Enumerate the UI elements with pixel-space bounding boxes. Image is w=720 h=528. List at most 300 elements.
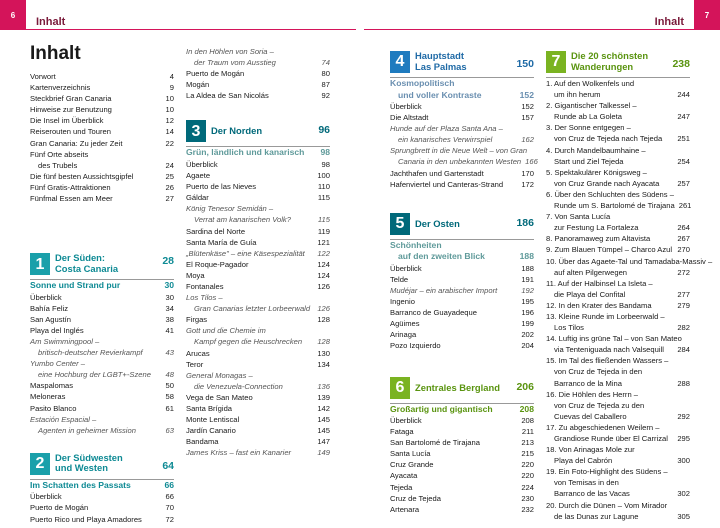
- chapter-3-heading: 3 Der Norden 96: [186, 120, 330, 142]
- chapter-3-subtitle: Grün, ländlich und kanarisch 98: [186, 147, 330, 158]
- toc-entry-page: 115: [317, 193, 330, 203]
- toc-entry-title: La Aldea de San Nicolás: [186, 91, 269, 101]
- toc-entry: [30, 380, 174, 391]
- toc-entry-page: 128: [317, 337, 330, 347]
- toc-entry-title: Arinaga: [390, 330, 417, 340]
- toc-entry-title: Gáldar: [186, 193, 209, 203]
- toc-entry-title: Fünf Orte abseits: [30, 149, 89, 159]
- toc-entry: [186, 325, 330, 336]
- toc-entry-page: 24: [165, 160, 174, 170]
- toc-entry: [546, 122, 690, 133]
- toc-entry-page: 136: [317, 381, 330, 391]
- toc-entry: [186, 237, 330, 248]
- toc-entry: [186, 181, 330, 192]
- toc-entry-title: Artenara: [390, 504, 420, 514]
- toc-entry-page: 157: [521, 113, 534, 123]
- toc-entry-page: 195: [521, 297, 534, 307]
- right-column-2: [546, 46, 713, 522]
- toc-entry: [30, 93, 174, 104]
- toc-entry-title: Am Swimmingpool –: [30, 337, 100, 346]
- toc-entry-title: Überblick: [30, 492, 62, 502]
- toc-entry-page: 122: [317, 248, 330, 258]
- toc-entry-page: 22: [165, 138, 174, 148]
- toc-entry: [186, 381, 330, 392]
- toc-entry: [546, 378, 690, 389]
- toc-entry-title: 5. Spektakulärer Königsweg –: [546, 167, 647, 177]
- toc-entry-title: Überblick: [30, 292, 62, 302]
- toc-entry-title: Überblick: [186, 159, 218, 169]
- chapter-page: 96: [318, 124, 330, 137]
- toc-entry-title: 17. Zu abgeschiedenen Weilern –: [546, 422, 660, 432]
- toc-entry-title: von Cruz de Tejeda nach Tejeda: [554, 134, 663, 144]
- toc-entry: [186, 170, 330, 181]
- toc-entry-title: Cruz Grande: [390, 460, 434, 470]
- toc-entry-page: 199: [521, 319, 534, 329]
- toc-entry-title: Vega de San Mateo: [186, 392, 253, 402]
- toc-entry-page: 124: [317, 259, 330, 269]
- toc-entry-page: 267: [677, 234, 690, 244]
- toc-entry-page: 152: [521, 102, 534, 111]
- toc-entry-title: Die Altstadt: [390, 113, 429, 123]
- toc-entry: [186, 447, 330, 458]
- toc-entry: [546, 267, 690, 278]
- toc-entry-title: Start und Ziel Tejeda: [554, 156, 624, 166]
- toc-entry-title: Grandiose Runde über El Carrizal: [554, 434, 668, 443]
- toc-entry-title: von Cruz Grande nach Ayacata: [554, 178, 660, 188]
- toc-entry: [30, 303, 174, 314]
- toc-entry-title: 4. Durch Mandelbaumhaine –: [546, 145, 646, 155]
- toc-entry-page: 48: [165, 370, 174, 380]
- toc-entry: [390, 296, 534, 307]
- chapter-2-subtitle: Im Schatten des Passats 66: [30, 479, 174, 490]
- toc-entry-title: Die Insel im Überblick: [30, 116, 104, 126]
- toc-entry: [30, 514, 174, 525]
- toc-entry-title: von Cruz de Tejeda in den: [554, 367, 643, 377]
- toc-entry-title: Sprungbrett in die Neue Welt – von Gran: [390, 146, 528, 156]
- toc-entry: [546, 344, 690, 355]
- toc-entry: [546, 278, 690, 289]
- toc-entry: [546, 167, 690, 178]
- toc-entry-title: 15. Im Tal des fließenden Wassers –: [546, 356, 669, 366]
- toc-entry-title: Arucas: [186, 348, 210, 358]
- toc-entry-title: Maspalomas: [30, 381, 74, 391]
- toc-entry: [30, 414, 174, 425]
- toc-entry-title: Agenten in geheimer Mission: [38, 425, 136, 435]
- toc-entry: [390, 101, 534, 112]
- toc-entry: [546, 178, 690, 189]
- page-number-left: 6: [0, 0, 26, 30]
- toc-entry-title: General Monagas –: [186, 370, 253, 380]
- toc-entry: [30, 160, 174, 171]
- toc-entry: [30, 71, 174, 82]
- header-rule-left: [26, 29, 356, 30]
- toc-entry-title: 6. Über den Schluchten des Südens –: [546, 189, 674, 199]
- toc-entry-title: die Venezuela-Connection: [194, 381, 283, 391]
- toc-entry: [186, 336, 330, 347]
- toc-entry-title: 7. Von Santa Lucía: [546, 212, 611, 222]
- chapter-5-heading: 5 Der Osten 186: [390, 213, 534, 235]
- toc-entry: [546, 488, 690, 499]
- toc-entry-title: Überblick: [390, 263, 422, 273]
- toc-entry-title: In den Höhlen von Soria –: [186, 47, 274, 56]
- toc-entry-title: El Roque-Pagador: [186, 259, 249, 269]
- toc-entry: [546, 444, 690, 455]
- toc-entry: [390, 340, 534, 351]
- toc-entry: [546, 311, 690, 322]
- toc-entry-page: 61: [165, 403, 174, 413]
- chapter-number: 1: [30, 253, 50, 275]
- toc-entry-page: 58: [165, 392, 174, 402]
- toc-entry-title: von Temisas in den: [554, 478, 619, 488]
- toc-entry-title: König Tenesor Semidán –: [186, 204, 274, 214]
- toc-entry: [546, 366, 690, 377]
- toc-entry-page: 9: [169, 83, 174, 93]
- toc-entry: [390, 504, 534, 515]
- toc-entry: [30, 292, 174, 303]
- toc-entry-page: 270: [677, 245, 690, 255]
- toc-entry-title: Estación Espacial –: [30, 414, 97, 424]
- chapter-4-list: [390, 101, 538, 190]
- toc-entry: [546, 200, 690, 211]
- toc-entry-page: 126: [317, 304, 330, 314]
- toc-entry: [546, 145, 690, 156]
- toc-entry-page: 26: [165, 182, 174, 192]
- toc-entry-page: 72: [165, 514, 174, 524]
- toc-entry-page: 119: [317, 226, 330, 236]
- toc-entry-page: 87: [321, 80, 330, 90]
- chapter-number: 7: [546, 51, 566, 73]
- toc-entry-title: Barranco de la Mina: [554, 378, 622, 388]
- toc-entry-title: zur Festung La Fortaleza: [554, 223, 639, 233]
- toc-entry-page: 282: [677, 323, 690, 333]
- toc-entry-title: 20. Durch die Dünen – Vom Mirador: [546, 500, 668, 510]
- toc-entry: [390, 123, 534, 134]
- toc-entry: [546, 333, 690, 344]
- toc-entry-title: Santa Brígida: [186, 404, 233, 414]
- toc-entry-title: Los Tilos –: [186, 293, 223, 303]
- toc-entry-title: Puerto de Mogán: [186, 69, 245, 79]
- toc-entry: [186, 414, 330, 425]
- toc-entry: [186, 392, 330, 403]
- toc-entry-page: 257: [677, 178, 690, 188]
- toc-entry-title: via Tenteniguada nach Valsequill: [554, 345, 664, 355]
- toc-entry-title: Santa Lucía: [390, 449, 431, 459]
- toc-entry: [390, 134, 534, 145]
- toc-entry-title: Bahía Feliz: [30, 303, 68, 313]
- toc-entry-page: 300: [677, 456, 690, 466]
- chapter-page: 28: [162, 255, 174, 268]
- toc-entry-title: Moya: [186, 270, 205, 280]
- toc-entry: [390, 415, 534, 426]
- toc-entry: [186, 90, 330, 101]
- toc-entry-page: 251: [677, 134, 690, 144]
- toc-entry: [186, 57, 330, 68]
- toc-entry: [186, 436, 330, 447]
- toc-entry-page: 302: [677, 489, 690, 499]
- toc-entry-page: 110: [317, 182, 330, 192]
- toc-entry: [546, 211, 690, 222]
- toc-entry: [30, 325, 174, 336]
- toc-entry-page: 284: [677, 345, 690, 355]
- toc-entry-title: Barranco de Guayadeque: [390, 308, 477, 318]
- toc-entry-title: Playa del Inglés: [30, 325, 84, 335]
- toc-entry-title: Überblick: [390, 416, 422, 425]
- toc-entry-title: Firgas: [186, 315, 208, 325]
- toc-entry: [546, 78, 690, 89]
- toc-entry-title: Hinweise zur Benutzung: [30, 105, 112, 115]
- toc-entry: [186, 359, 330, 370]
- toc-entry-page: 220: [521, 460, 534, 470]
- toc-entry-page: 204: [521, 341, 534, 351]
- toc-entry-title: Puerto de Mogán: [30, 503, 89, 513]
- toc-entry-title: eine Hochburg der LGBT+-Szene: [38, 370, 151, 380]
- toc-entry-page: 196: [521, 308, 534, 318]
- toc-entry: [390, 274, 534, 285]
- toc-entry: [186, 226, 330, 237]
- toc-entry: [546, 256, 713, 267]
- toc-entry-title: Canaria in den unbekannten Westen: [398, 157, 522, 167]
- left-column-1: [30, 40, 174, 525]
- toc-entry-title: Yumbo Center –: [30, 359, 86, 369]
- toc-entry: [546, 500, 690, 511]
- toc-entry-title: 9. Zum Blauen Tümpel – Charco Azul: [546, 245, 673, 255]
- toc-entry-title: Tejeda: [390, 482, 413, 492]
- toc-entry: [390, 482, 534, 493]
- toc-entry-page: 12: [165, 116, 174, 126]
- chapter-number: 3: [186, 120, 206, 142]
- toc-entry: [30, 391, 174, 402]
- toc-entry-title: Playa del Cabrón: [554, 456, 613, 466]
- toc-entry: [186, 214, 330, 225]
- toc-entry: [390, 307, 534, 318]
- toc-entry-title: Runde ab La Goleta: [554, 112, 622, 122]
- toc-entry: [186, 425, 330, 436]
- toc-entry-title: von Cruz de Tejeda zu den: [554, 400, 645, 410]
- toc-entry-page: 134: [317, 359, 330, 369]
- chapter-number: 4: [390, 51, 410, 73]
- toc-entry: [546, 233, 690, 244]
- toc-entry: [186, 46, 330, 57]
- toc-entry-page: 74: [321, 58, 330, 68]
- toc-entry-title: Agaete: [186, 171, 211, 181]
- toc-entry-page: 50: [165, 381, 174, 391]
- toc-entry: [186, 203, 330, 214]
- toc-entry: [30, 403, 174, 414]
- toc-entry-page: 126: [317, 282, 330, 291]
- toc-entry: [30, 347, 174, 358]
- toc-entry-title: die Playa del Confital: [554, 289, 626, 299]
- chapter-2-list: [30, 491, 174, 524]
- toc-entry: [390, 285, 534, 296]
- toc-entry-page: 25: [165, 171, 174, 181]
- toc-entry-title: Jardín Canario: [186, 426, 236, 436]
- toc-entry-title: Los Tilos: [554, 323, 584, 333]
- toc-entry: [546, 189, 690, 200]
- toc-entry-page: 272: [677, 267, 690, 277]
- toc-entry-title: 19. Ein Foto-Highlight des Südens –: [546, 467, 668, 477]
- toc-entry: [30, 104, 174, 115]
- toc-entry-title: Runde um S. Bartolomé de Tirajana: [554, 201, 675, 211]
- chapter-2-continued: [186, 46, 330, 101]
- toc-entry: [390, 145, 534, 156]
- toc-entry-page: 115: [317, 215, 330, 225]
- toc-entry-page: 188: [521, 263, 534, 273]
- chapter-4-subtitle: Kosmopolitisch und voller Kontraste 152: [390, 78, 534, 100]
- toc-entry: [30, 502, 174, 513]
- toc-entry: [546, 111, 690, 122]
- toc-entry: [546, 389, 690, 400]
- toc-entry: [546, 455, 690, 466]
- toc-entry-title: Gran Canaria: Zu jeder Zeit: [30, 138, 123, 148]
- toc-entry: [30, 193, 174, 204]
- toc-entry-page: 292: [677, 411, 690, 421]
- toc-entry-page: 100: [317, 171, 330, 181]
- toc-entry-title: Hafenviertel und Canteras-Strand: [390, 179, 504, 189]
- toc-entry-title: Hunde auf der Plaza Santa Ana –: [390, 124, 503, 134]
- toc-entry: [546, 300, 690, 311]
- toc-entry-title: Gott und die Chemie im: [186, 326, 266, 336]
- toc-entry-page: 244: [677, 90, 690, 100]
- toc-entry: [186, 248, 330, 259]
- toc-entry: [186, 192, 330, 203]
- toc-entry: [546, 477, 690, 488]
- toc-entry-title: des Trubels: [38, 160, 78, 170]
- chapter-7-heading: 7 Die 20 schönsten Wanderungen 238: [546, 51, 690, 73]
- toc-entry-title: Mudéjar – ein arabischer Import: [390, 285, 498, 295]
- toc-entry: [546, 433, 690, 444]
- toc-entry-title: Fünfmal Essen am Meer: [30, 194, 113, 204]
- toc-entry-title: Santa María de Guía: [186, 237, 257, 247]
- chapter-page: 186: [516, 216, 534, 229]
- chapter-2-heading: 2 Der Südwesten und Westen 64: [30, 453, 174, 475]
- toc-entry-page: 220: [521, 471, 534, 481]
- toc-entry-page: 279: [677, 300, 690, 310]
- toc-entry-page: 10: [165, 105, 174, 115]
- toc-entry-page: 145: [317, 426, 330, 436]
- toc-entry-page: 124: [317, 270, 330, 280]
- toc-entry-page: 121: [317, 237, 330, 247]
- toc-entry: [186, 303, 330, 314]
- toc-entry: [390, 263, 534, 274]
- toc-entry: [30, 138, 174, 149]
- toc-entry-title: 14. Luftig ins grüne Tal – von San Mateo: [546, 334, 682, 344]
- chapter-6-subtitle: Großartig und gigantisch 208: [390, 403, 534, 414]
- chapter-7-list: [546, 78, 713, 522]
- toc-entry-title: 2. Gigantischer Talkessel –: [546, 101, 637, 111]
- toc-entry-title: „Blütenkäse" – eine Käsespezialität: [186, 248, 305, 258]
- toc-entry: [546, 244, 690, 255]
- toc-entry-page: 145: [317, 415, 330, 425]
- chapter-page: 206: [516, 380, 534, 393]
- toc-entry: [186, 259, 330, 270]
- toc-entry-page: 66: [165, 492, 174, 502]
- toc-entry: [546, 89, 690, 100]
- toc-entry: [546, 355, 690, 366]
- toc-entry: [30, 115, 174, 126]
- toc-entry-title: um ihn herum: [554, 90, 601, 100]
- toc-entry-title: Barranco de las Vacas: [554, 489, 630, 499]
- toc-entry-title: Bandama: [186, 437, 219, 447]
- chapter-3-list: [186, 159, 330, 459]
- toc-entry: [546, 322, 690, 333]
- toc-entry: [390, 459, 534, 470]
- toc-entry-page: 30: [165, 292, 174, 302]
- toc-entry-title: Cruz de Tejeda: [390, 493, 441, 503]
- toc-entry-page: 192: [521, 285, 534, 295]
- toc-entry: [390, 329, 534, 340]
- toc-entry: [186, 403, 330, 414]
- toc-entry-title: Überblick: [390, 102, 422, 111]
- toc-entry-page: 172: [521, 179, 534, 189]
- toc-entry-page: 70: [165, 503, 174, 513]
- toc-entry-title: Monte Lentiscal: [186, 415, 240, 425]
- chapter-1-subtitle: Sonne und Strand pur 30: [30, 280, 174, 291]
- toc-entry-title: 13. Kleine Runde im Lorbeerwald –: [546, 311, 665, 321]
- toc-entry-title: Vorwort: [30, 72, 56, 81]
- toc-entry: [30, 314, 174, 325]
- toc-entry-page: 139: [317, 392, 330, 402]
- toc-entry: [390, 437, 534, 448]
- toc-entry-title: San Bartolomé de Tirajana: [390, 438, 480, 448]
- header-rule-right: [364, 29, 694, 30]
- toc-entry-page: 247: [677, 112, 690, 122]
- toc-entry: [546, 100, 690, 111]
- toc-entry-page: 254: [677, 156, 690, 166]
- toc-entry: [186, 348, 330, 359]
- toc-entry: [186, 314, 330, 325]
- toc-entry: [390, 493, 534, 504]
- left-column-2: [186, 46, 330, 459]
- chapter-6-list: [390, 415, 534, 515]
- toc-entry-title: Cuevas del Caballero: [554, 411, 627, 421]
- toc-entry: [30, 182, 174, 193]
- toc-entry-title: Fünf Gratis-Attraktionen: [30, 182, 111, 192]
- toc-entry-page: 288: [677, 378, 690, 388]
- chapter-6-heading: 6 Zentrales Bergland 206: [390, 377, 534, 399]
- toc-entry: [546, 289, 690, 300]
- toc-entry-page: 34: [165, 303, 174, 313]
- toc-entry-page: 232: [521, 504, 534, 514]
- toc-entry-title: der Traum vom Ausstieg: [194, 58, 276, 68]
- page-title: Inhalt: [30, 43, 81, 64]
- toc-entry: [30, 82, 174, 93]
- toc-entry-page: 38: [165, 314, 174, 324]
- toc-entry: [186, 79, 330, 90]
- toc-entry: [186, 68, 330, 79]
- toc-entry: [546, 422, 690, 433]
- toc-entry: [390, 179, 534, 190]
- toc-entry-title: 12. In den Krater des Bandama: [546, 300, 652, 310]
- toc-entry-page: 98: [321, 159, 330, 169]
- toc-entry: [30, 126, 174, 137]
- toc-entry-page: 149: [317, 448, 330, 458]
- toc-entry-title: Agüimes: [390, 319, 420, 329]
- chapter-5-subtitle: Schönheiten auf den zweiten Blick 188: [390, 239, 534, 262]
- toc-entry-title: 18. Von Arinagas Mole zur: [546, 445, 635, 455]
- toc-entry-page: 142: [317, 404, 330, 414]
- toc-entry-page: 162: [521, 135, 534, 145]
- toc-entry: [30, 491, 174, 502]
- toc-entry: [546, 222, 690, 233]
- toc-entry: [186, 270, 330, 281]
- toc-entry-title: ein kanarisches Verwirrspiel: [398, 135, 493, 145]
- chapter-4-heading: 4 Hauptstadt Las Palmas 150: [390, 51, 534, 73]
- toc-entry: [546, 511, 690, 522]
- toc-entry: [390, 318, 534, 329]
- toc-entry: [390, 156, 538, 167]
- page-header-left: Inhalt: [36, 16, 66, 28]
- toc-entry-title: 10. Über das Agaete-Tal und Tamadaba-Massiv –: [546, 256, 713, 266]
